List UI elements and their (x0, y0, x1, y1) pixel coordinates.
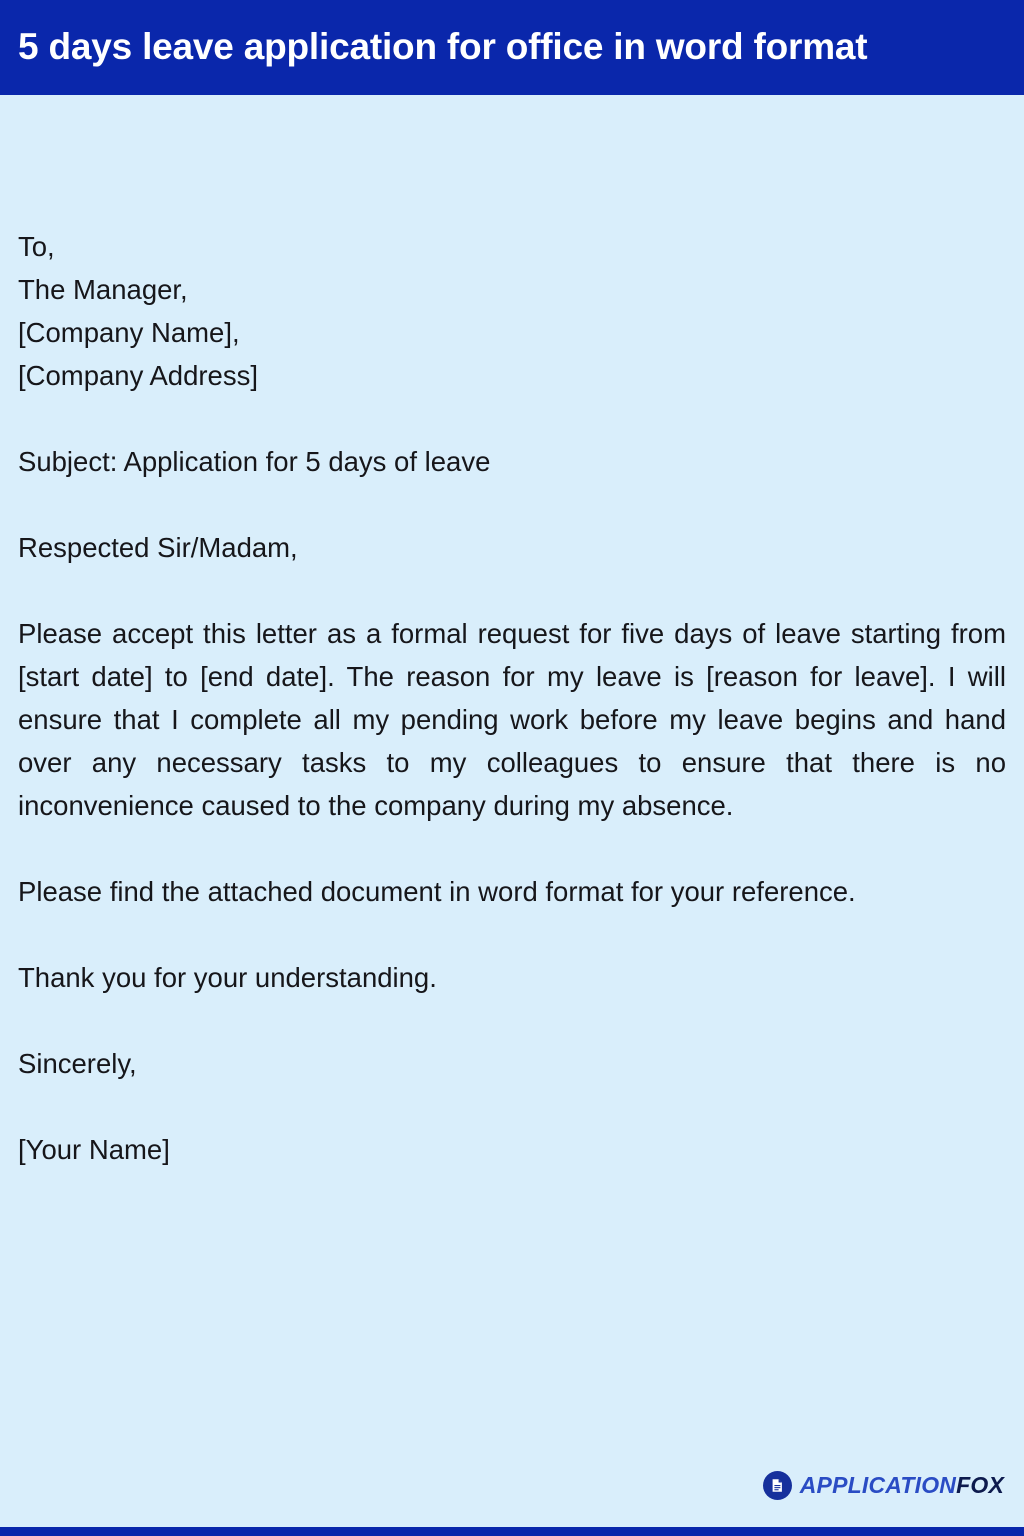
closing-line: Sincerely, (18, 1048, 137, 1079)
spacer-after-paragraph-1 (18, 827, 1006, 870)
brand-wordmark-primary: APPLICATION (799, 1472, 957, 1498)
page-bottom-bar (0, 1527, 1024, 1536)
brand-wordmark-secondary: FOX (956, 1472, 1004, 1498)
thanks-line: Thank you for your understanding. (18, 962, 437, 993)
brand-wordmark (800, 1474, 1004, 1497)
spacer-after-subject (18, 483, 1006, 526)
spacer-after-closing (18, 1085, 1006, 1128)
recipient-line-company-name: [Company Name], (18, 317, 240, 348)
signature-line: [Your Name] (18, 1134, 170, 1165)
salutation-line: Respected Sir/Madam, (18, 532, 298, 563)
letter-body-area (0, 95, 1024, 1536)
spacer-after-address (18, 397, 1006, 440)
letter-content (18, 225, 1006, 1171)
brand-logo (763, 1471, 1004, 1500)
body-paragraph-2: Please find the attached document in word format for your reference. (18, 876, 856, 907)
spacer-after-salutation (18, 569, 1006, 612)
recipient-line-manager: The Manager, (18, 274, 188, 305)
page-header-bar (0, 0, 1024, 95)
page-title: 5 days leave application for office in word format (18, 26, 868, 68)
recipient-address-block (18, 225, 1006, 397)
recipient-line-to: To, (18, 231, 55, 262)
recipient-line-company-address: [Company Address] (18, 360, 258, 391)
document-circle-icon (763, 1471, 792, 1500)
subject-line: Subject: Application for 5 days of leave (18, 446, 491, 477)
spacer-after-thanks (18, 999, 1006, 1042)
body-paragraph-1: Please accept this letter as a formal request for five days of leave starting from [start date] to [end date]. The reason for my leave is [reason for leave]. I will ensure that I complete all my pending work before my leave begins and hand over any necessary tasks to my colleagues to ensure that there is no inconvenience caused to the company during my absence. (18, 618, 1006, 821)
spacer-after-paragraph-2 (18, 913, 1006, 956)
